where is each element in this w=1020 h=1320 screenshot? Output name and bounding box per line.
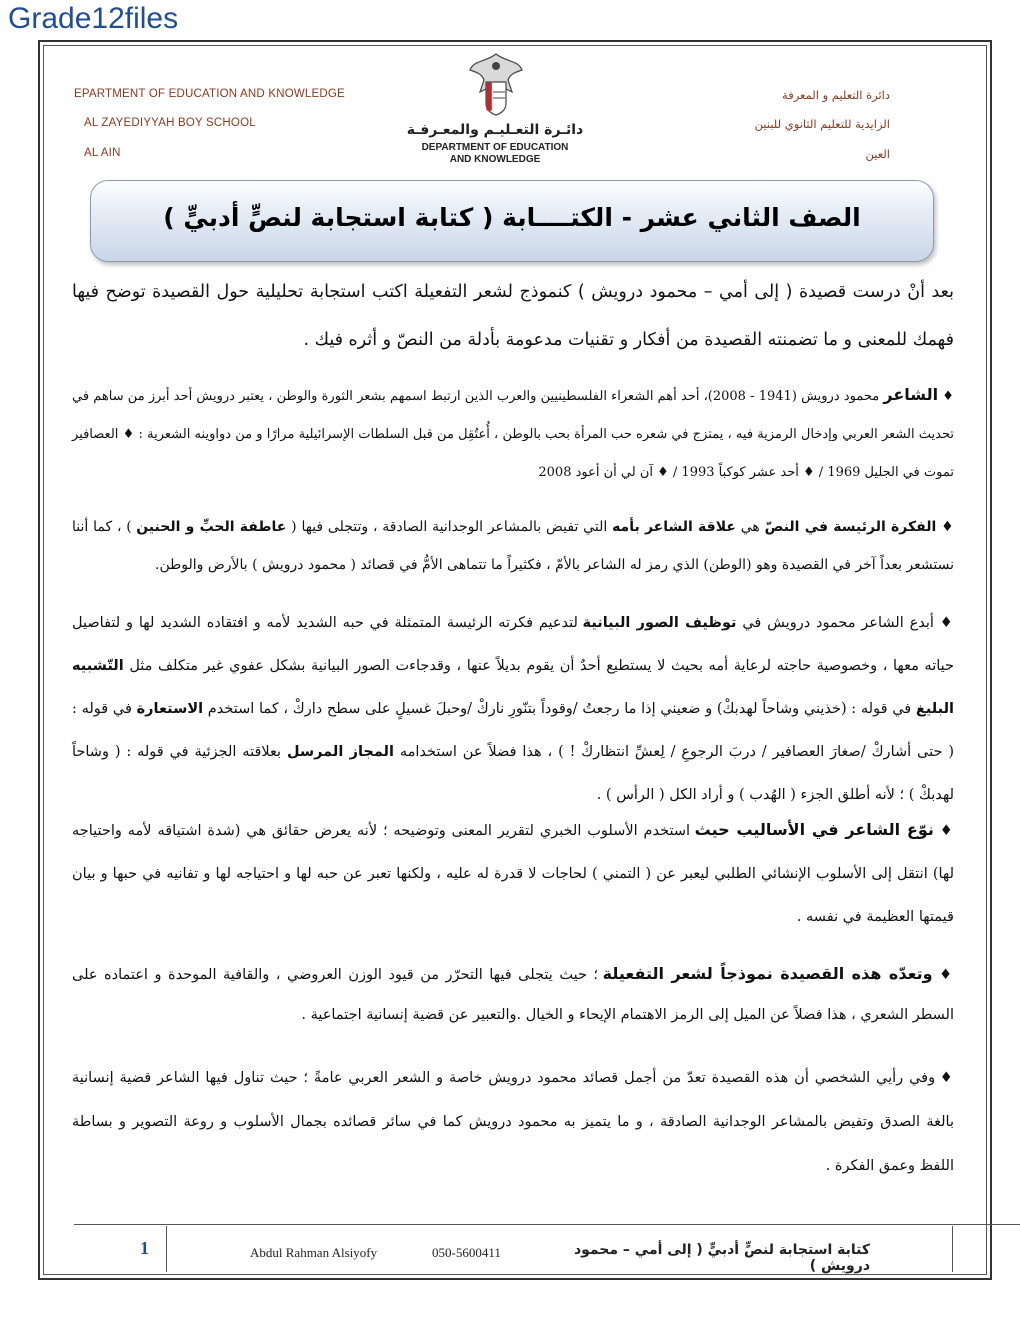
free-verse-paragraph [72,954,954,1035]
page-title: الصف الثاني عشر - الكتــــابة ( كتابة استجابة لنصٍّ أدبيٍّ ) [163,203,861,232]
styles-paragraph [72,808,954,939]
imagery-text-1: أبدع الشاعر محمود درويش في [736,615,940,631]
main-idea-text-1: هي [735,519,765,535]
imagery-text-5: بعلاقته الجزئية في قوله : ( وشاحاً لهدبكْ ) ؛ لأنه أطلق الجزء ( الهُدب ) و أراد الكل ( الرأس ) . [72,744,954,803]
free-verse-text: ؛ حيث يتجلى فيها التحرّر من قيود الوزن العروضي ، والقافية الموحدة و اعتماده على السطر الشعري ، هذا فضلاً عن الميل إلى الرمز الاهتمام الإيحاء و الخيال .والتعبير عن قضية إنسانية اجتماعية . [72,967,954,1023]
header-en-department: EPARTMENT OF EDUCATION AND KNOWLEDGE [74,88,345,100]
department-name-en-line1: DEPARTMENT OF EDUCATION [421,142,569,153]
watermark: Grade12files [8,2,179,35]
poet-text: محمود درويش (1941 - 2008)، أحد أهم الشعراء الفلسطينيين والعرب الذين ارتبط اسمهم بشعر الثورة والوطن ، يعتبر درويش أحد أبرز من ساهم في تحديث الشعر العربي وإدخال الرمزية فيه ، يمتزج في شعره حب المرأة بحب بالوطن ، أُعتُقِل من قبل السلطات الإسرائيلية مرارًا و من دواوينه الشعرية : ♦ العصافير تموت في الجليل 1969 / ♦ أحد عشر كوكباً 1993 / ♦ آن لي أن أعود 2008 [72,389,954,480]
metaphor-keyword: الاستعارة [136,701,204,717]
opinion-text: وفي رأيي الشخصي أن هذه القصيدة تعدّ من أجمل قصائد محمود درويش خاصة و الشعر العربي عامةً ؛ حيث تناول فيها الشاعر قضية إنسانية بالغة الصدق وتفيض بالمشاعر الوجدانية الصادقة ، و ما يتميز به محمود درويش كما في سائر قصائده بجمال الأسلوب و روعة التصوير و بساطة اللفظ وعمق الفكرة . [72,1070,954,1174]
styles-keyword: نوّع الشاعر في الأساليب حيث [694,820,934,839]
styles-text: استخدم الأسلوب الخبري لتقرير المعنى وتوضيحه ؛ لأنه يعرض حقائق هي (شدة اشتياقه لأمه واحتياجه لها) انتقل إلى الأسلوب الإنشائي الطلبي ليعبر عن ( التمني ) لحاجات لا قدرة له عليه ، ولكنها تعبر عن حبه لها و احتياجه لها و تفانيه في حبها و بيان قيمتها العظيمة في نفسه . [72,823,954,925]
footer-divider [74,1224,1020,1225]
metonymy-keyword: المجاز المرسل [286,744,394,760]
bullet-icon: ♦ [939,823,955,839]
title-banner [90,180,934,262]
footer-phone: 050-5600411 [432,1245,501,1260]
header-en-school: AL ZAYEDIYYAH BOY SCHOOL [84,117,256,129]
poet-paragraph [72,376,954,492]
simile-keyword: التّشبيه البليغ [72,658,954,717]
main-idea-keyword-3: عاطفة الحبِّ و الحنين [136,519,287,535]
imagery-keyword: توظيف الصور البيانية [582,615,737,631]
bullet-icon: ♦ [941,519,955,535]
poet-keyword: الشاعر [883,385,939,404]
imagery-text-3: في قوله : (خذيني وشاحاً لهدبكْ) و ضعيني إذا ما رجعتُ /وقوداً بتنّورِ ناركْ /وحبلَ غسيلٍ على سطح داركْ ، كما استخدم [203,701,916,717]
imagery-paragraph [72,602,954,817]
header-ar-city: العين [865,147,890,161]
bullet-icon: ♦ [939,967,955,983]
main-idea-text-3: ) ، كما أننا نستشعر بعداً آخر في القصيدة وهو (الوطن) الذي رمز له الشاعر بالأمّ ، فكثيراً ما تتماهى الأمُّ في قصائد ( محمود درويش ) بالأرض والوطن. [72,519,954,573]
main-idea-text-2: التي تفيض بالمشاعر الوجدانية الصادقة ، وتتجلى فيها ( [286,519,613,535]
department-name-en [400,142,590,166]
main-idea-keyword: الفكرة الرئيسة في النصّ [764,519,937,535]
imagery-text-4: في قوله :( حتى أشاركْ /صغارَ العصافير / دربَ الرجوعِ / لِعشِّ انتظاركْ ! ) ، هذا فضلاً عن استخدامه [72,701,954,760]
footer-author: Abdul Rahman Alsiyofy [250,1245,378,1260]
footer-title: كتابة استجابة لنصٍّ أدبيٍّ ( إلى أمي – محمود درويش ) [573,1242,870,1274]
emblem-logo [466,52,526,118]
intro-paragraph: بعد أنْ درست قصيدة ( إلى أمي – محمود درويش ) كنموذج لشعر التفعيلة اكتب استجابة تحليلية حول القصيدة توضح فيها فهمك للمعنى و ما تضمنته القصيدة من أفكار و تقنيات مدعومة بأدلة من النصّ و أثره فيك . [72,282,954,350]
department-name-en-line2: AND KNOWLEDGE [449,154,541,165]
main-idea-paragraph [72,508,954,584]
footer-separator-left [166,1226,167,1272]
opinion-paragraph [72,1056,954,1188]
header-ar-department: دائرة التعليم و المعرفة [782,88,890,102]
bullet-icon: ♦ [939,615,954,631]
bullet-icon: ♦ [939,1070,955,1086]
department-name-ar: دائـرة التعـليـم والمعـرفـة [406,122,584,138]
header-ar-school: الزايدية للتعليم الثانوي للبنين [754,117,890,131]
imagery-text-2: لتدعيم فكرته الرئيسة المتمثلة في حبه الشديد لأمه و افتقاده الشديد لها و لتفاصيل حياته معها ، وخصوصية حاجته لرعاية أمه بحيث لا يستطيع أحدٌ أن يقوم بديلاً عنها ، وقدجاءت الصور البيانية بشكل عفوي غير متكلف مثل [72,615,954,674]
free-verse-keyword: وتعدّه هذه القصيدة نموذجاً لشعر التفعيلة [602,964,933,983]
header-en-city: AL AIN [84,147,121,159]
footer-separator-right [952,1226,953,1272]
main-idea-keyword-2: علاقة الشاعر بأمه [612,519,736,535]
page-number: 1 [140,1238,149,1258]
bullet-icon: ♦ [942,389,954,404]
